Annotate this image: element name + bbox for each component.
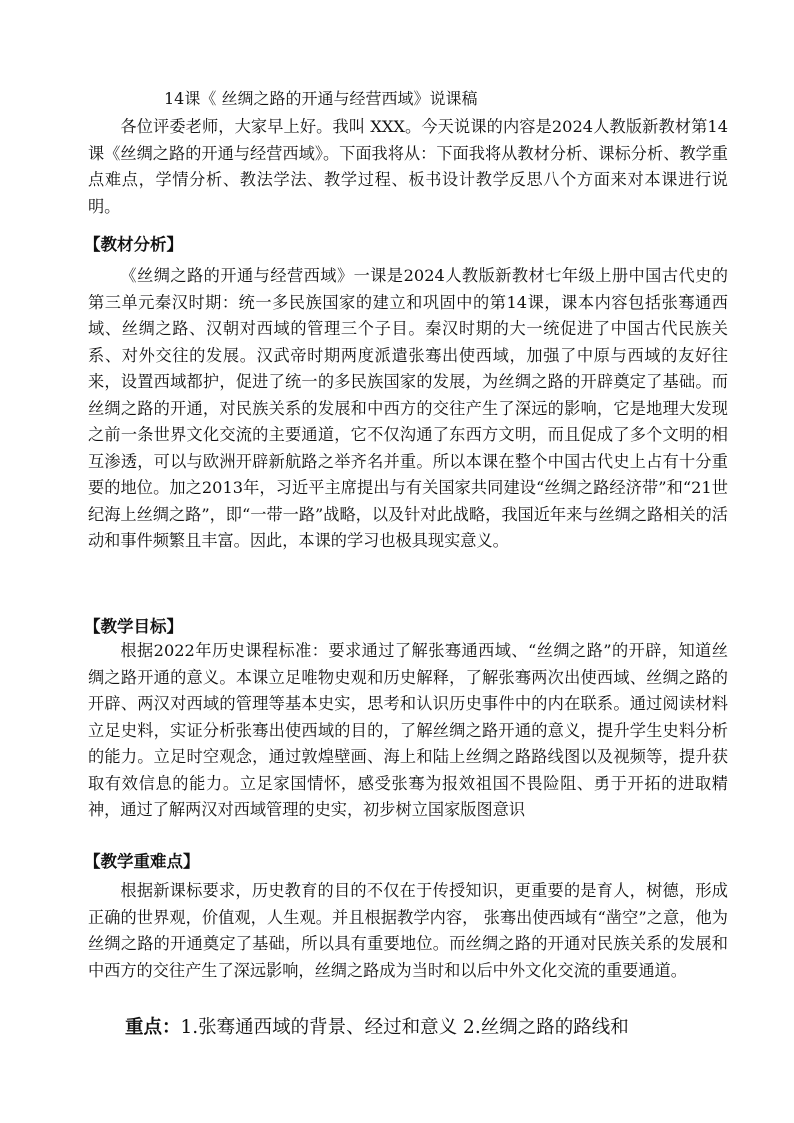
intro-paragraph: 各位评委老师，大家早上好。我叫 XXX。今天说课的内容是2024人教版新教材第14课《丝绸之路的开通与经营西域》。下面我将从：下面我将从教材分析、课标分析、教学重点难点，学情分析、教法学法、教学过程、板书设计教学反思八个方面来对本课进行说明。 xyxy=(88,117,728,216)
section-text-key-difficulties: 根据新课标要求，历史教育的目的不仅在于传授知识，更重要的是育人，树德，形成正确的世界观，价值观，人生观。并且根据教学内容， 张骞出使西域有“凿空”之意，他为丝绸之路的开通奠定了基础，所以具有重要地位。而丝绸之路的开通对民族关系的发展和中西方的交往产生了深远影响，丝绸之路成为当时和以后中外文化交流的重要通道。 xyxy=(88,881,728,980)
section-text-textbook-analysis: 《丝绸之路的开通与经营西域》一课是2024人教版新教材七年级上册中国古代史的第三单元秦汉时期：统一多民族国家的建立和巩固中的第14课，课本内容包括张骞通西域、丝绸之路、汉朝对西域的管理三个子目。秦汉时期的大一统促进了中国古代民族关系、对外交往的发展。汉武帝时期两度派遣张骞出使西域，加强了中原与西域的友好往来，设置西域都护，促进了统一的多民族国家的发展，为丝绸之路的开辟奠定了基础。而丝绸之路的开通，对民族关系的发展和中西方的交往产生了深远的影响，它是地理大发现之前一条世界文化交流的主要通道，它不仅沟通了东西方文明，而且促成了多个文明的相互渗透，可以与欧洲开辟新航路之举齐名并重。所以本课在整个中国古代史上占有十分重要的地位。加之2013年，习近平主席提出与有关国家共同建设“丝绸之路经济带”和“21世纪海上丝绸之路”，即“一带一路”战略，以及针对此战略，我国近年来与丝绸之路相关的活动和事件频繁且丰富。因此，本课的学习也极具现实意义。 xyxy=(88,266,728,550)
document-title: 14课《 丝绸之路的开通与经营西域》说课稿 xyxy=(164,89,478,108)
key-points-line xyxy=(88,1013,728,1043)
key-points-label: 重点： xyxy=(125,1017,181,1038)
key-points-text: 1.张骞通西域的背景、经过和意义 2.丝绸之路的路线和 xyxy=(180,1017,629,1038)
section-heading-teaching-goals: 【教学目标】 xyxy=(84,617,183,636)
section-text-teaching-goals: 根据2022年历史课程标准：要求通过了解张骞通西域、“丝绸之路”的开辟，知道丝绸之路开通的意义。本课立足唯物史观和历史解释，了解张骞两次出使西域、丝绸之路的开辟、两汉对西域的管理等基本史实，思考和认识历史事件中的内在联系。通过阅读材料立足史料，实证分析张骞出使西域的目的，了解丝绸之路开通的意义，提升学生史料分析的能力。立足时空观念，通过敦煌壁画、海上和陆上丝绸之路路线图以及视频等，提升获取有效信息的能力。立足家国情怀，感受张骞为报效祖国不畏险阻、勇于开拓的进取精神，通过了解两汉对西域管理的史实，初步树立国家版图意识 xyxy=(88,641,728,819)
section-heading-textbook-analysis: 【教材分析】 xyxy=(84,235,183,254)
section-heading-key-difficulties: 【教学重难点】 xyxy=(84,852,200,871)
